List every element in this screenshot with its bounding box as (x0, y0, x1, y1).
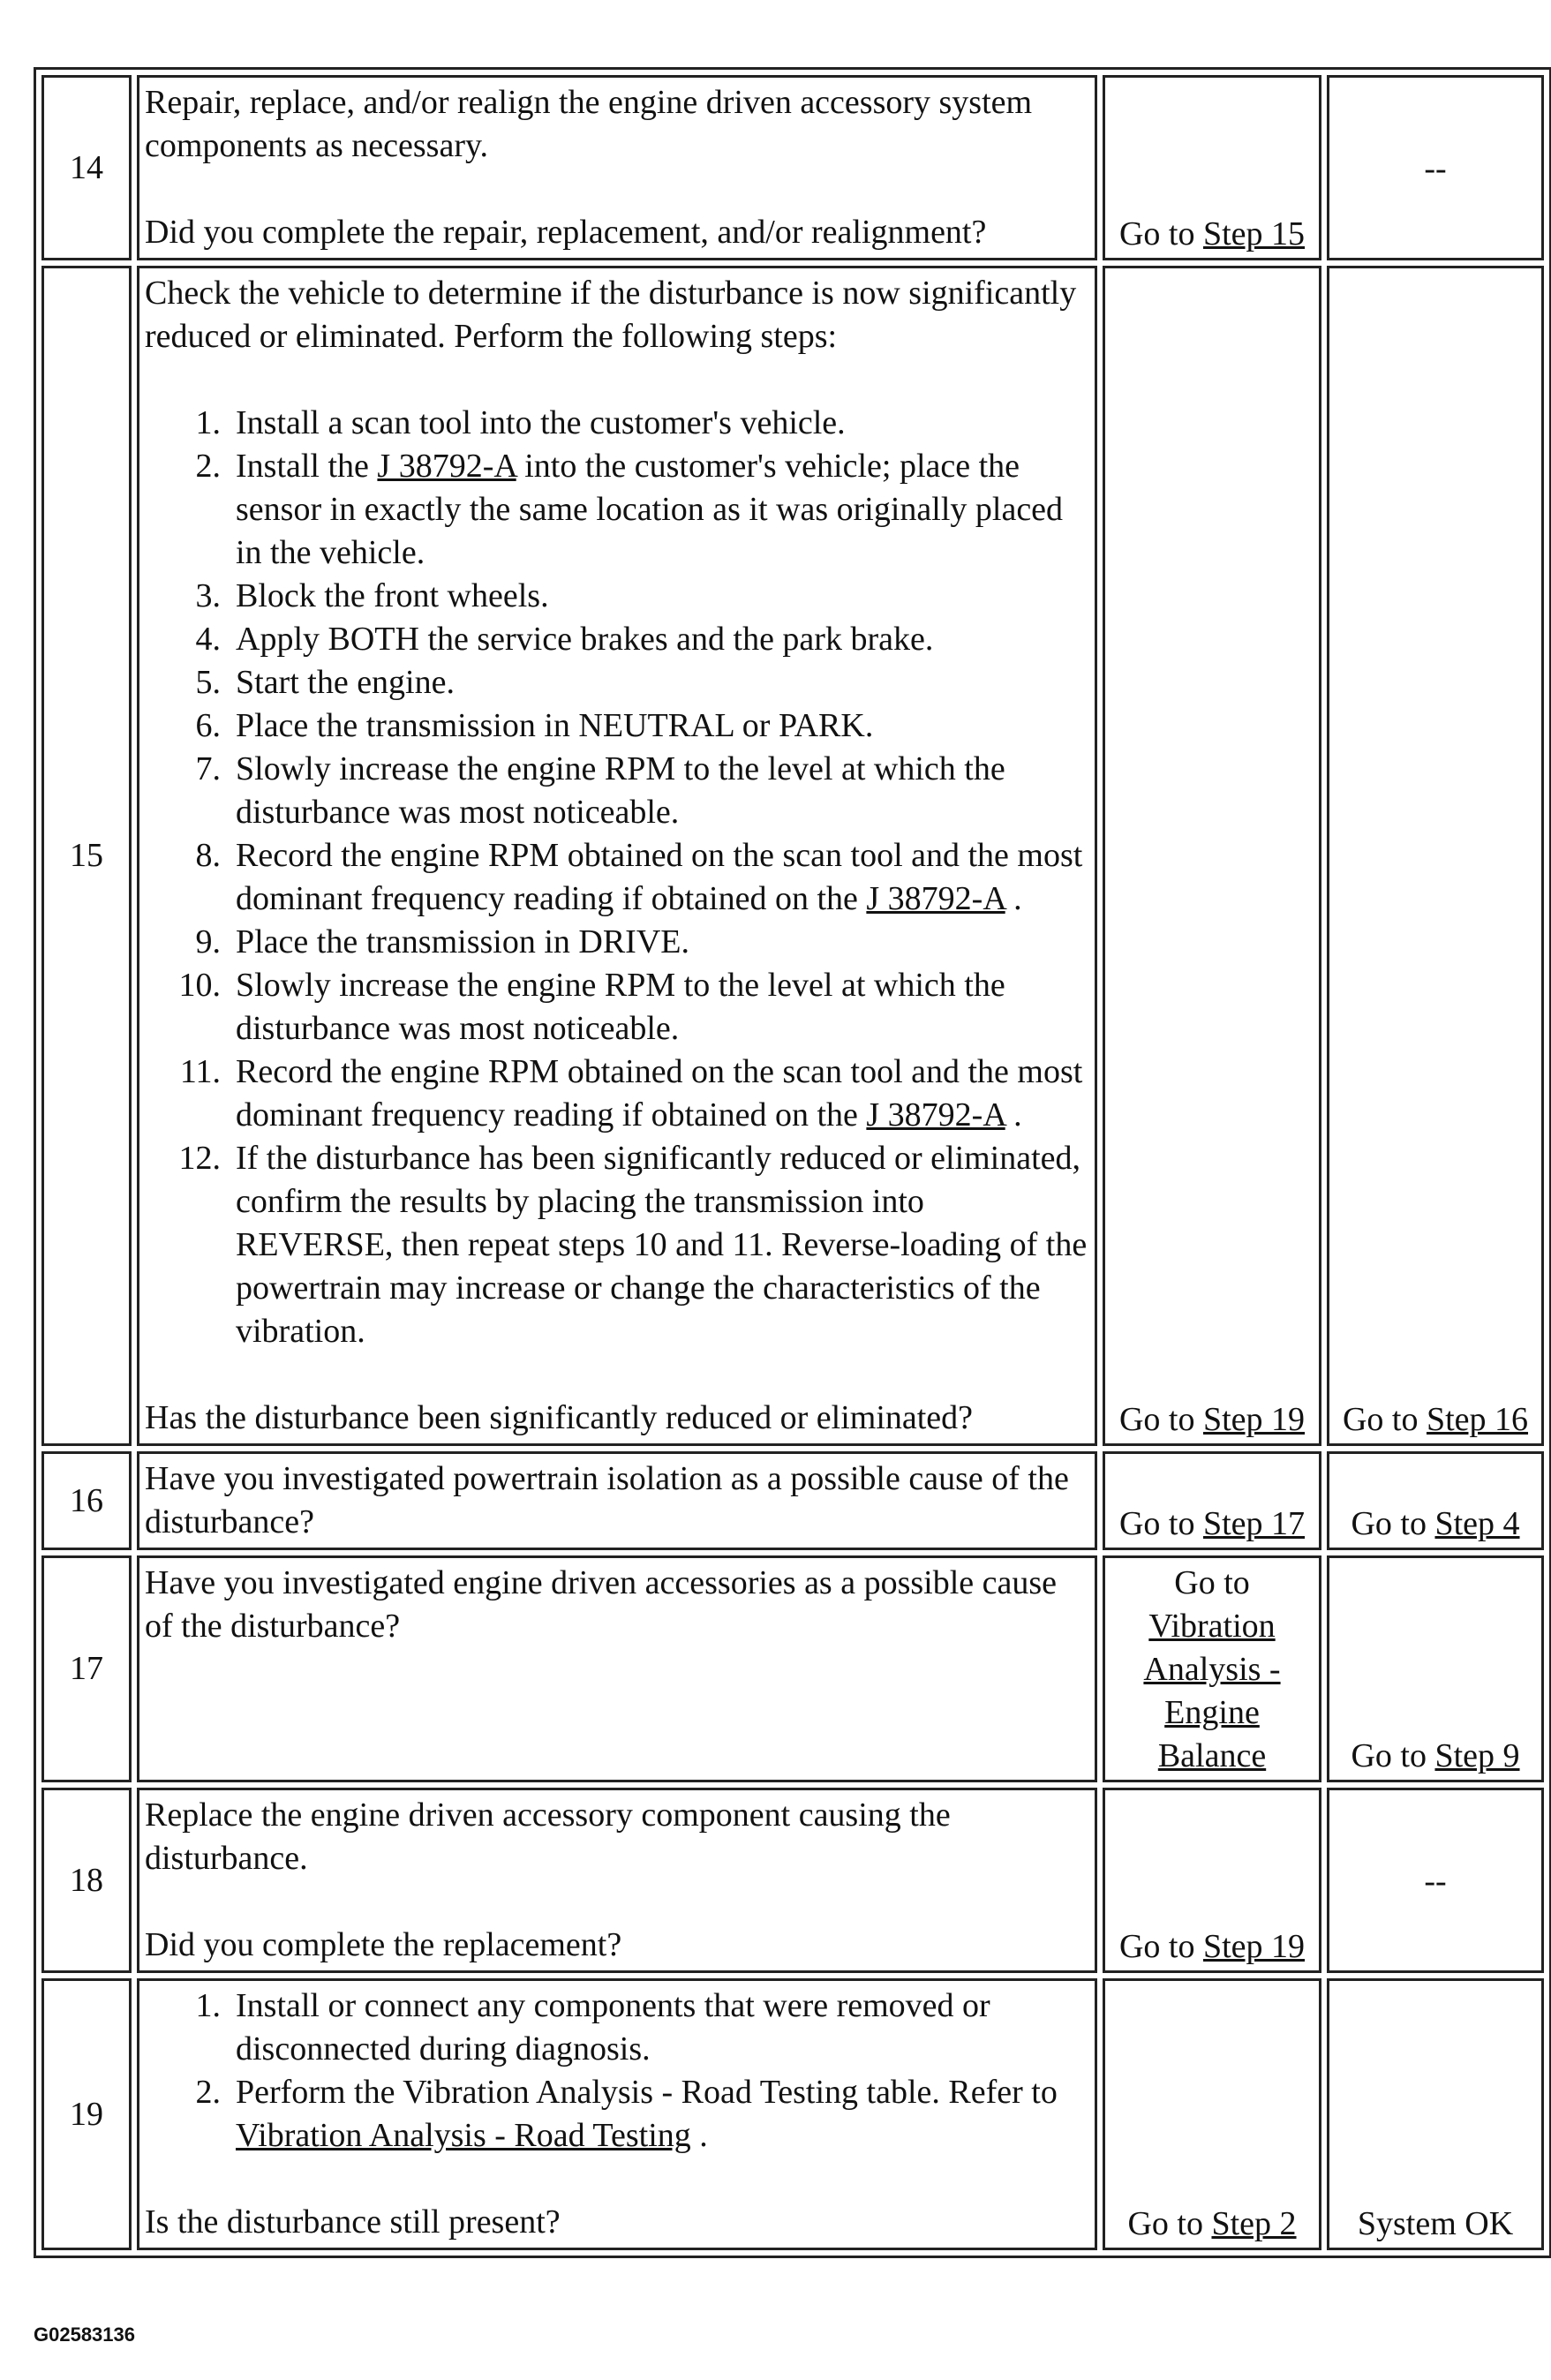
action-text: Replace the engine driven accessory component causing the disturbance. (145, 1796, 951, 1877)
list-item: 5. Start the engine. (195, 664, 455, 701)
action-cell (137, 1978, 1097, 2250)
list-item: 1. Install or connect any components that were removed or disconnected during diagnosis. (195, 1987, 990, 2067)
link-j38792a[interactable]: J 38792-A (377, 448, 516, 485)
list-item: 9. Place the transmission in DRIVE. (195, 923, 689, 960)
table-row-step-17 (41, 1555, 1544, 1782)
step-number: 17 (41, 1555, 132, 1782)
table-row-step-15 (41, 266, 1544, 1446)
link-step-9[interactable]: Step 9 (1434, 1737, 1520, 1774)
action-text: Check the vehicle to determine if the disturbance is now significantly reduced or eliminated. Perform the following steps: (145, 275, 1077, 355)
link-j38792a[interactable]: J 38792-A (866, 1096, 1005, 1134)
procedure-list (145, 1985, 1089, 2158)
no-cell (1327, 266, 1544, 1446)
yes-cell (1103, 1555, 1321, 1782)
list-item: 6. Place the transmission in NEUTRAL or PARK. (195, 707, 874, 744)
no-prefix: Go to (1342, 1401, 1427, 1438)
list-item: 11. Record the engine RPM obtained on the scan tool and the most dominant frequency reading if obtained on the J 38792-A . (179, 1053, 1083, 1134)
table-row-step-19 (41, 1978, 1544, 2250)
yes-prefix: Go to (1127, 2205, 1212, 2242)
list-item: 2. Install the J 38792-A into the customer's vehicle; place the sensor in exactly the same location as it was originally placed in the vehicle. (195, 448, 1064, 571)
list-item: 12. If the disturbance has been significantly reduced or eliminated, confirm the results by placing the transmission into REVERSE, then repeat steps 10 and 11. Reverse-loading of the powertrain may increase or change the characteristics of the vibration. (178, 1140, 1088, 1350)
question-text: Is the disturbance still present? (145, 2203, 561, 2241)
link-step-17[interactable]: Step 17 (1202, 1505, 1306, 1542)
link-vibration-analysis-engine-balance[interactable]: Vibration Analysis - Engine Balance (1143, 1608, 1281, 1774)
yes-prefix: Go to (1118, 1401, 1203, 1438)
link-step-19[interactable]: Step 19 (1202, 1928, 1306, 1965)
step-number: 14 (41, 75, 132, 260)
yes-cell (1103, 75, 1321, 260)
yes-prefix: Go to (1118, 1928, 1203, 1965)
action-text: Repair, replace, and/or realign the engine driven accessory system components as necessary. (145, 84, 1033, 164)
yes-prefix: Go to (1118, 215, 1203, 252)
question-text: Did you complete the repair, replacement, and/or realignment? (145, 214, 987, 251)
diagnostic-table-sheet (34, 67, 1529, 2258)
list-item: 10. Slowly increase the engine RPM to the level at which the disturbance was most noticeable. (178, 967, 1005, 1047)
action-cell (137, 1451, 1097, 1550)
action-cell (137, 1788, 1097, 1973)
list-item: 1. Install a scan tool into the customer's vehicle. (195, 404, 846, 441)
link-vibration-analysis-road-testing[interactable]: Vibration Analysis - Road Testing (236, 2117, 691, 2154)
yes-cell (1103, 266, 1321, 1446)
step-number: 18 (41, 1788, 132, 1973)
action-cell (137, 1555, 1097, 1782)
question-text: Have you investigated engine driven accessories as a possible cause of the disturbance? (145, 1564, 1058, 1645)
table-row-step-14 (41, 75, 1544, 260)
link-step-2[interactable]: Step 2 (1211, 2205, 1297, 2242)
procedure-list (145, 402, 1089, 1353)
link-step-15[interactable]: Step 15 (1202, 215, 1306, 252)
yes-cell (1103, 1451, 1321, 1550)
no-prefix: Go to (1351, 1737, 1435, 1774)
link-step-4[interactable]: Step 4 (1434, 1505, 1520, 1542)
step-number: 16 (41, 1451, 132, 1550)
no-cell: -- (1327, 75, 1544, 260)
link-step-19[interactable]: Step 19 (1202, 1401, 1306, 1438)
list-item: 8. Record the engine RPM obtained on the scan tool and the most dominant frequency reading if obtained on the J 38792-A . (195, 837, 1083, 917)
no-cell: System OK (1327, 1978, 1544, 2250)
link-step-16[interactable]: Step 16 (1426, 1401, 1529, 1438)
no-cell (1327, 1555, 1544, 1782)
step-number: 15 (41, 266, 132, 1446)
action-cell (137, 75, 1097, 260)
question-text: Have you investigated powertrain isolation as a possible cause of the disturbance? (145, 1460, 1069, 1540)
no-cell: -- (1327, 1788, 1544, 1973)
yes-cell (1103, 1788, 1321, 1973)
link-j38792a[interactable]: J 38792-A (866, 880, 1005, 917)
yes-prefix: Go to (1174, 1564, 1250, 1601)
question-text: Has the disturbance been significantly reduced or eliminated? (145, 1399, 974, 1436)
list-item: 7. Slowly increase the engine RPM to the level at which the disturbance was most noticeable. (195, 750, 1005, 831)
diagnostic-table (34, 67, 1551, 2258)
step-number: 19 (41, 1978, 132, 2250)
figure-id: G02583136 (34, 2324, 135, 2346)
no-cell (1327, 1451, 1544, 1550)
action-cell (137, 266, 1097, 1446)
no-prefix: Go to (1351, 1505, 1435, 1542)
list-item: 3. Block the front wheels. (195, 577, 549, 614)
list-item: 4. Apply BOTH the service brakes and the park brake. (195, 621, 934, 658)
table-row-step-18 (41, 1788, 1544, 1973)
question-text: Did you complete the replacement? (145, 1926, 622, 1963)
yes-cell (1103, 1978, 1321, 2250)
table-row-step-16 (41, 1451, 1544, 1550)
list-item: 2. Perform the Vibration Analysis - Road Testing table. Refer to Vibration Analysis - Road Testing . (195, 2074, 1058, 2154)
yes-prefix: Go to (1118, 1505, 1203, 1542)
